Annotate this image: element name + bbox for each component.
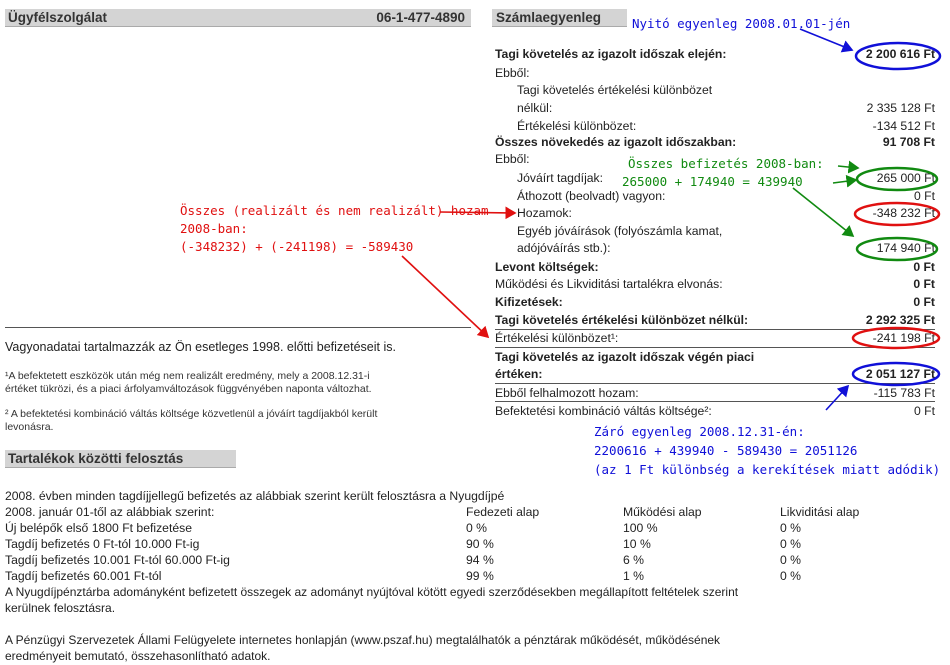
- balance-value: -134 512 Ft: [872, 119, 935, 133]
- allocation-intro-1: 2008. évben minden tagdíjjellegű befizetés az alábbiak szerint került felosztásra a Nyugdíjpé: [5, 489, 505, 503]
- balance-divider: [495, 347, 935, 348]
- balance-divider: [495, 401, 935, 402]
- row-value-a: 0 %: [466, 521, 488, 535]
- balance-row: [495, 350, 935, 365]
- balance-label: Jóváírt tagdíjak:: [517, 171, 604, 185]
- balance-label: Áthozott (beolvadt) vagyon:: [517, 189, 666, 203]
- balance-label: Tagi követelés értékelési különbözet: [517, 83, 713, 97]
- row-label: Tagdíj befizetés 0 Ft-tól 10.000 Ft-ig: [5, 537, 200, 551]
- balance-value: 2 292 325 Ft: [865, 313, 935, 327]
- balance-label: értéken:: [495, 367, 543, 381]
- balance-value: 0 Ft: [913, 260, 935, 274]
- balance-row: [495, 367, 935, 382]
- row-value-a: 90 %: [466, 537, 494, 551]
- allocation-header: [5, 450, 236, 468]
- allocation-intro-2: 2008. január 01-től az alábbiak szerint:: [5, 505, 215, 519]
- row-value-c: 0 %: [780, 521, 802, 535]
- payments-annotation-title: Összes befizetés 2008-ban:: [628, 156, 824, 171]
- balance-value: 2 051 127 Ft: [865, 367, 935, 381]
- row-label: Tagdíj befizetés 60.001 Ft-tól: [5, 569, 162, 583]
- balance-value: -241 198 Ft: [872, 331, 935, 345]
- balance-row: [495, 386, 935, 401]
- balance-value: 91 708 Ft: [882, 135, 935, 149]
- balance-row: [495, 331, 935, 346]
- balance-row: [495, 277, 935, 292]
- balance-label: Értékelési különbözet:: [517, 119, 637, 133]
- balance-value: -348 232 Ft: [872, 206, 935, 220]
- row-value-a: 94 %: [466, 553, 494, 567]
- balance-row: [495, 260, 935, 275]
- balance-row: [495, 47, 935, 62]
- row-value-b: 100 %: [623, 521, 658, 535]
- pszaf-paragraph-line2: eredményeit bemutató, összehasonlítható adatok.: [5, 649, 271, 663]
- balance-label: Egyéb jóváírások (folyószámla kamat,: [517, 224, 723, 238]
- closing-annotation-line3: (az 1 Ft különbség a kerekítések miatt adódik): [594, 462, 941, 477]
- balance-row: [495, 83, 935, 98]
- customer-service-header: [5, 9, 471, 27]
- column-header-likviditasi: Likviditási alap: [780, 505, 860, 519]
- closing-annotation-line2: 2200616 + 439940 - 589430 = 2051126: [594, 443, 858, 458]
- balance-value: 0 Ft: [913, 295, 935, 309]
- balance-label: Tagi követelés az igazolt időszak végén piaci: [495, 350, 755, 364]
- balance-value: -115 783 Ft: [873, 386, 935, 400]
- row-value-c: 0 %: [780, 537, 802, 551]
- balance-label: Befektetési kombináció váltás költsége²:: [495, 404, 712, 418]
- balance-label: adójóváírás stb.):: [517, 241, 611, 255]
- account-balance-header: [492, 9, 627, 27]
- balance-label: Ebből:: [495, 152, 530, 166]
- balance-value: 0 Ft: [913, 277, 935, 291]
- balance-row: [495, 241, 935, 256]
- balance-row: [495, 135, 935, 150]
- donation-paragraph-line1: A Nyugdíjpénztárba adományként befizetett összegek az adományt nyújtóval kötött egyedi szerződésekben megállapított feltételek szerint: [5, 585, 739, 599]
- balance-label: Hozamok:: [517, 206, 572, 220]
- balance-value: 0 Ft: [914, 189, 935, 203]
- yield-arrow-2: [402, 256, 488, 337]
- row-value-b: 1 %: [623, 569, 645, 583]
- balance-label: Értékelési különbözet¹:: [495, 331, 619, 345]
- balance-label: Ebből:: [495, 66, 530, 80]
- balance-row: [495, 66, 935, 81]
- row-value-b: 6 %: [623, 553, 645, 567]
- yield-annotation-line1: Összes (realizált és nem realizált) hozam: [180, 203, 489, 218]
- footnote-2-line1: ² A befektetési kombináció váltás költsége közvetlenül a jóváírt tagdíjakból került: [5, 408, 378, 420]
- balance-row: [495, 224, 935, 239]
- column-header-mukodesi: Működési alap: [623, 505, 702, 519]
- balance-divider: [495, 329, 935, 330]
- balance-value: 0 Ft: [914, 404, 935, 418]
- balance-label: Ebből felhalmozott hozam:: [495, 386, 639, 400]
- asset-note: Vagyonadatai tartalmazzák az Ön esetleges 1998. előtti befizetéseit is.: [5, 340, 396, 354]
- customer-service-title: Ügyfélszolgálat: [8, 10, 108, 25]
- row-value-c: 0 %: [780, 553, 802, 567]
- balance-label: Tagi követelés értékelési különbözet nélkül:: [495, 313, 749, 327]
- allocation-title: Tartalékok közötti felosztás: [8, 451, 184, 466]
- pszaf-paragraph-line1: A Pénzügyi Szervezetek Állami Felügyelete internetes honlapján (www.pszaf.hu) megtalálhatók a pénztárak működését, működésének: [5, 633, 721, 647]
- balance-label: Működési és Likviditási tartalékra elvonás:: [495, 277, 723, 291]
- customer-service-phone: 06-1-477-4890: [376, 10, 465, 25]
- balance-row: [495, 404, 935, 419]
- balance-value: 174 940 Ft: [876, 241, 935, 255]
- balance-row: [495, 189, 935, 204]
- yield-annotation-line2: 2008-ban:: [180, 221, 248, 236]
- balance-label: Összes növekedés az igazolt időszakban:: [495, 135, 737, 149]
- balance-row: [495, 101, 935, 116]
- closing-annotation-line1: Záró egyenleg 2008.12.31-én:: [594, 424, 805, 439]
- balance-row: [495, 206, 935, 221]
- balance-value: 265 000 Ft: [876, 171, 935, 185]
- row-value-c: 0 %: [780, 569, 802, 583]
- footnote-2-line2: levonásra.: [5, 421, 54, 433]
- account-balance-title: Számlaegyenleg: [496, 10, 602, 25]
- balance-label: Kifizetések:: [495, 295, 563, 309]
- row-value-b: 10 %: [623, 537, 651, 551]
- balance-row: [495, 295, 935, 310]
- balance-label: Tagi követelés az igazolt időszak elején:: [495, 47, 727, 61]
- donation-paragraph-line2: kerülnek felosztásra.: [5, 601, 116, 615]
- row-value-a: 99 %: [466, 569, 494, 583]
- footnote-1-line1: ¹A befektetett eszközök után még nem realizált eredmény, mely a 2008.12.31-i: [5, 370, 370, 382]
- balance-label: nélkül:: [517, 101, 553, 115]
- yield-annotation-calc: (-348232) + (-241198) = -589430: [180, 239, 414, 254]
- opening-balance-annotation: Nyitó egyenleg 2008.01.01-jén: [632, 16, 851, 31]
- balance-value: 2 335 128 Ft: [866, 101, 935, 115]
- row-label: Új belépők első 1800 Ft befizetése: [5, 521, 192, 535]
- notes-divider: [5, 327, 471, 328]
- column-header-fedezeti: Fedezeti alap: [466, 505, 540, 519]
- payments-annotation-calc: 265000 + 174940 = 439940: [622, 174, 803, 189]
- balance-divider: [495, 383, 935, 384]
- footnote-1-line2: értéket tükrözi, és a piaci árfolyamváltozások függvényében naponta változhat.: [5, 383, 372, 395]
- balance-label: Levont költségek:: [495, 260, 599, 274]
- balance-row: [495, 119, 935, 134]
- balance-row: [495, 313, 935, 328]
- row-label: Tagdíj befizetés 10.001 Ft-tól 60.000 Ft-ig: [5, 553, 230, 567]
- balance-value: 2 200 616 Ft: [865, 47, 935, 61]
